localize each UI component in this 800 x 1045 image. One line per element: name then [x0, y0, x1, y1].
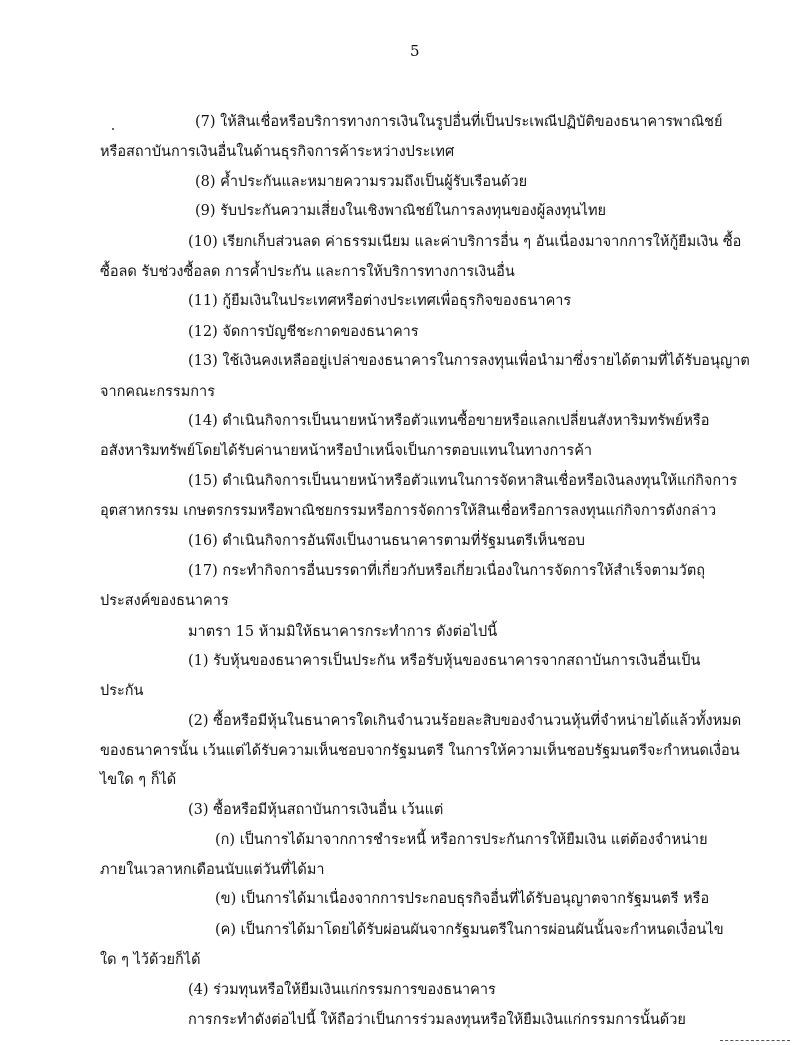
text-line: (7) ให้สินเชื่อหรือบริการทางการเงินในรูปอื่นที่เป็นประเพณีปฏิบัติของธนาคารพาณิชย์	[195, 114, 723, 130]
text-line: (14) ดำเนินกิจการเป็นนายหน้าหรือตัวแทนซื้อขายหรือแลกเปลี่ยนสังหาริมทรัพย์หรือ	[188, 413, 710, 429]
text-line: (10) เรียกเก็บส่วนลด ค่าธรรมเนียม และค่าบริการอื่น ๆ อันเนื่องมาจากการให้กู้ยืมเงิน ซื้อ	[188, 234, 742, 250]
text-line: (ค) เป็นการได้มาโดยได้รับผ่อนผันจากรัฐมนตรีในการผ่อนผันนั้นจะกำหนดเงื่อนไข	[215, 922, 724, 938]
text-line: (ข) เป็นการได้มาเนื่องจากการประกอบธุรกิจอื่นที่ได้รับอนุญาตจากรัฐมนตรี หรือ	[215, 891, 710, 907]
text-line: (11) กู้ยืมเงินในประเทศหรือต่างประเทศเพื่อธุรกิจของธนาคาร	[188, 293, 572, 309]
text-line: ไขใด ๆ ก็ได้	[100, 772, 177, 788]
text-line: (12) จัดการบัญชีชะกาดของธนาคาร	[188, 324, 419, 340]
text-line: (ก) เป็นการได้มาจากการชำระหนี้ หรือการประกันการให้ยืมเงิน แต่ต้องจำหน่าย	[215, 832, 708, 848]
cut-off-line-fragment	[720, 1040, 790, 1041]
text-line: (4) ร่วมทุนหรือให้ยืมเงินแก่กรรมการของธนาคาร	[188, 982, 496, 998]
text-line: (9) รับประกันความเสี่ยงในเชิงพาณิชย์ในการลงทุนของผู้ลงทุนไทย	[195, 203, 607, 219]
text-line: (2) ซื้อหรือมีหุ้นในธนาคารใดเกินจำนวนร้อยละสิบของจำนวนหุ้นที่จำหน่ายได้แล้วทั้งหมด	[188, 713, 742, 729]
text-line: (8) ค้ำประกันและหมายความรวมถึงเป็นผู้รับเรือนด้วย	[195, 174, 528, 190]
text-line: ประสงค์ของธนาคาร	[100, 593, 229, 609]
text-line: ภายในเวลาหกเดือนนับแต่วันที่ได้มา	[100, 862, 325, 878]
text-line: (13) ใช้เงินคงเหลืออยู่เปล่าของธนาคารในการลงทุนเพื่อนำมาซึ่งรายได้ตามที่ได้รับอนุญาต	[188, 353, 750, 369]
text-line: (3) ซื้อหรือมีหุ้นสถาบันการเงินอื่น เว้นแต่	[188, 802, 444, 818]
scan-speck	[112, 128, 114, 130]
text-line: (16) ดำเนินกิจการอันพึงเป็นงานธนาคารตามที่รัฐมนตรีเห็นชอบ	[188, 533, 586, 549]
text-line: การกระทำดังต่อไปนี้ ให้ถือว่าเป็นการร่วมลงทุนหรือให้ยืมเงินแก่กรรมการนั้นด้วย	[188, 1012, 686, 1028]
text-line: หรือสถาบันการเงินอื่นในด้านธุรกิจการค้าระหว่างประเทศ	[100, 144, 455, 160]
text-line: มาตรา 15 ห้ามมิให้ธนาคารกระทำการ ดังต่อไปนี้	[188, 624, 498, 640]
text-line: (1) รับหุ้นของธนาคารเป็นประกัน หรือรับหุ้นของธนาคารจากสถาบันการเงินอื่นเป็น	[188, 653, 701, 669]
text-line: ซื้อลด รับช่วงซื้อลด การค้ำประกัน และการให้บริการทางการเงินอื่น	[100, 264, 515, 280]
text-line: จากคณะกรรมการ	[100, 384, 215, 400]
text-line: ของธนาคารนั้น เว้นแต่ได้รับความเห็นชอบจากรัฐมนตรี ในการให้ความเห็นชอบรัฐมนตรีจะกำหนดเงื่อน	[100, 743, 740, 759]
text-line: ประกัน	[100, 683, 144, 699]
page-number: 5	[410, 42, 420, 60]
text-line: อสังหาริมทรัพย์โดยได้รับค่านายหน้าหรือบำเหน็จเป็นการตอบแทนในทางการค้า	[100, 443, 593, 459]
text-line: ใด ๆ ไว้ด้วยก็ได้	[100, 952, 201, 968]
text-line: อุตสาหกรรม เกษตรกรรมหรือพาณิชยกรรมหรือการจัดการให้สินเชื่อหรือการลงทุนแก่กิจการดังกล่าว	[100, 503, 717, 519]
text-line: (17) กระทำกิจการอื่นบรรดาที่เกี่ยวกับหรือเกี่ยวเนื่องในการจัดการให้สำเร็จตามวัตถุ	[188, 563, 706, 579]
text-line: (15) ดำเนินกิจการเป็นนายหน้าหรือตัวแทนในการจัดหาสินเชื่อหรือเงินลงทุนให้แก่กิจการ	[188, 473, 738, 489]
